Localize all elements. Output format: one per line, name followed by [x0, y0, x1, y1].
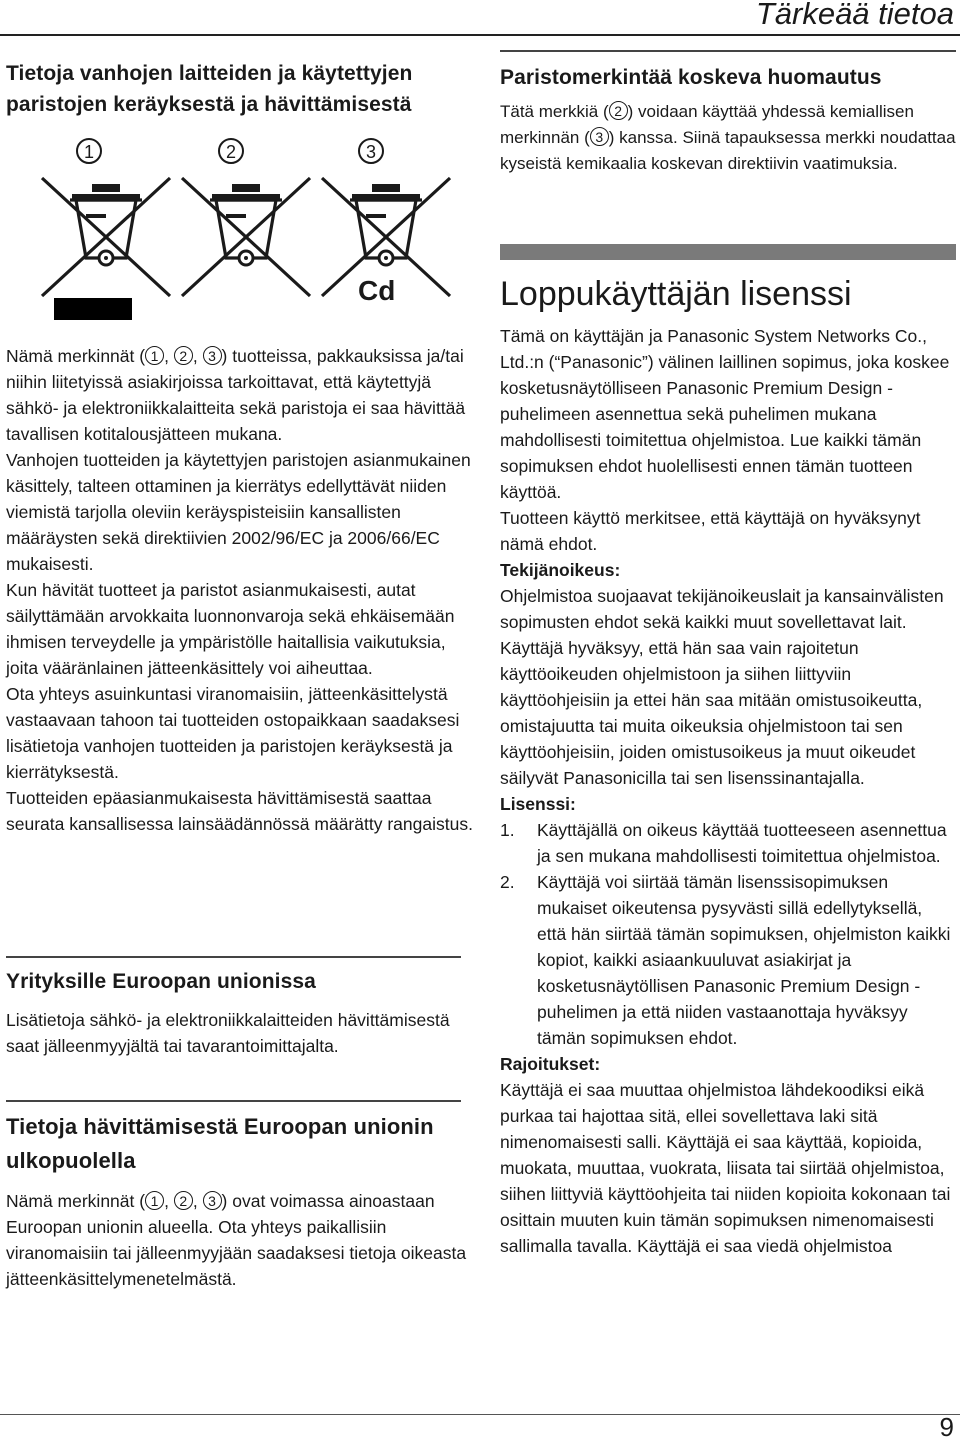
license-body: [500, 323, 956, 1259]
license-title: Loppukäyttäjän lisenssi: [500, 275, 852, 313]
solid-bar-symbol: [54, 298, 132, 320]
paragraph: Vanhojen tuotteiden ja käytettyjen paristojen asianmukainen käsittely, talteen ottaminen ja kierrätys edellyttävät niiden viemistä tarjolla oleviin keräyspisteisiin kansallisten määräysten sekä direktiivien 2002/96/EC ja 2006/66/EC mukaisesti.: [6, 450, 471, 574]
restrictions-label: Rajoitukset:: [500, 1054, 601, 1074]
section-outside-eu: [6, 1110, 476, 1292]
page-header-title: Tärkeää tietoa: [755, 0, 954, 31]
section-title-line: paristojen keräyksestä ja hävittämisestä: [6, 93, 412, 116]
paragraph: Tätä merkkiä ( 2 ) voidaan käyttää yhdessä kemiallisen merkinnän ( 3 ) kanssa. Siinä tapauksessa merkki noudattaa kyseistä kemikaalia koskevan direktiivin vaatimuksia.: [500, 102, 956, 173]
paragraph: Ohjelmistoa suojaavat tekijänoikeuslait ja kansainvälisten sopimusten ehdot sekä kaikki muut sovellettavat lait. Käyttäjä hyväksyy, että hän saa vain rajoitetun käyttöoikeuden ohjelmistoon ja siihen liittyviin käyttöohjeisiin ja ettei hän saa mitään omistusoikeutta, omistajuutta tai muita oikeuksia ohjelmistoon tai sen käyttöohjeisiin, joiden omistusoikeus ja muut oikeudet säilyvät Panasonicilla tai sen lisenssinantajalla.: [500, 586, 944, 788]
paragraph: Tuotteen käyttö merkitsee, että käyttäjä on hyväksynyt nämä ehdot.: [500, 508, 921, 554]
paragraph: Kun hävität tuotteet ja paristot asianmukaisesti, autat säilyttämään arvokkaita luonnonvaroja sekä ehkäisemään ihmisen terveydelle ja ympäristölle haitallisia vaikutuksia, joita vääränlainen jätteenkäsittely voi aiheuttaa.: [6, 580, 455, 678]
page-number: 9: [939, 1412, 954, 1442]
paragraph: Tämä on käyttäjän ja Panasonic System Networks Co., Ltd.:n (“Panasonic”) välinen laillinen sopimus, joka koskee kosketusnäytölliseen Panasonic Premium Design -puhelimeen asennettua sekä puhelimen mukana mahdollisesti toimitettua ohjelmistoa. Lue kaikki tämän sopimuksen ehdot huolellisesti ennen tämän tuotteen käyttöä.: [500, 326, 950, 502]
paragraph: Käyttäjä ei saa muuttaa ohjelmistoa lähdekoodiksi eikä purkaa tai hajottaa sitä, ellei sovellettava laki sitä nimenomaisesti salli. Käyttäjä ei saa käyttää, kopioida, muokata, muuttaa, vuokrata, liisata tai siirtää ohjelmistoa, siihen liittyviä käyttöohjeita tai niiden kopioita kokonaan tai osittain muuten kuin tämän sopimuksen nimenomaisesti sallimalla tavalla. Käyttäjä ei saa viedä ohjelmistoa: [500, 1080, 951, 1256]
section-divider: [500, 50, 956, 52]
section-title: Paristomerkintää koskeva huomautus: [500, 66, 882, 89]
footer-rule: [0, 1414, 960, 1415]
paragraph: Tuotteiden epäasianmukaisesta hävittämisestä saattaa seurata kansallisessa lainsäädännössä määrätty rangaistus.: [6, 788, 473, 834]
section-title-line: Tietoja vanhojen laitteiden ja käytettyjen: [6, 62, 413, 85]
list-item: 2. Käyttäjä voi siirtää tämän lisenssisopimuksen mukaiset oikeutensa pysyvästi sillä edellytyksellä, että hän siirtää tämän sopimuksen, ohjelmiston kaikki kopiot, kaikki asiaankuuluvat asiakirjat ja kosketusnäytöllisen Panasonic Premium Design -puhelimen ja että niiden vastaanottaja hyväksyy tämän sopimuksen ehdot.: [500, 872, 951, 1048]
cd-chemical-symbol: Cd: [358, 275, 396, 306]
paragraph: Ota yhteys asuinkuntasi viranomaisiin, jätteenkäsittelystä vastaavaan tahoon tai tuotteiden ostopaikkaan saadaksesi lisätietoja vanhojen tuotteiden ja paristojen keräyksestä ja kierrätyksestä.: [6, 684, 460, 782]
license-heading-bar: [500, 244, 956, 260]
paragraph: Lisätietoja sähkö- ja elektroniikkalaitteiden hävittämisestä saat jälleenmyyjältä tai tavarantoimittajalta.: [6, 1010, 450, 1056]
header-rule: [0, 34, 960, 36]
copyright-label: Tekijänoikeus:: [500, 560, 621, 580]
symbol-number-2: 2: [218, 138, 244, 164]
paragraph: Nämä merkinnät ( 1 , 2 , 3 ) ovat voimassa ainoastaan Euroopan unionin alueella. Ota yhteys paikallisiin viranomaisiin tai jälleenmyyjään saadaksesi tietoja oikeasta jätteenkäsittelymenetelmästä.: [6, 1191, 467, 1289]
section-title: Yrityksille Euroopan unionissa: [6, 970, 316, 993]
paragraph: Nämä merkinnät ( 1 , 2 , 3 ) tuotteissa, pakkauksissa ja/tai niihin liitetyissä asiakirjoissa tarkoittavat, että käytettyjä sähkö- ja elektroniikkalaitteita sekä paristoja ei saa hävittää tavallisen kotitalousjätteen mukana.: [6, 346, 466, 444]
section-divider: [6, 956, 461, 958]
section-title-line: ulkopuolella: [6, 1148, 136, 1173]
license-label: Lisenssi:: [500, 794, 576, 814]
crossed-bin-icon: [176, 170, 316, 300]
section-disposal-title: [6, 58, 476, 120]
disposal-body: [6, 343, 476, 837]
symbol-number-1: 1: [76, 138, 102, 164]
section-eu-business: [6, 966, 476, 1059]
list-item: 1. Käyttäjällä on oikeus käyttää tuotteeseen asennettua ja sen mukana mahdollisesti toimitettua ohjelmistoa.: [500, 820, 947, 866]
license-list: [500, 817, 956, 1051]
section-divider: [6, 1100, 461, 1102]
section-title-line: Tietoja hävittämisestä Euroopan unionin: [6, 1114, 434, 1139]
section-battery-note: [500, 62, 956, 177]
symbol-number-3: 3: [358, 138, 384, 164]
crossed-bin-icon: [36, 170, 176, 300]
